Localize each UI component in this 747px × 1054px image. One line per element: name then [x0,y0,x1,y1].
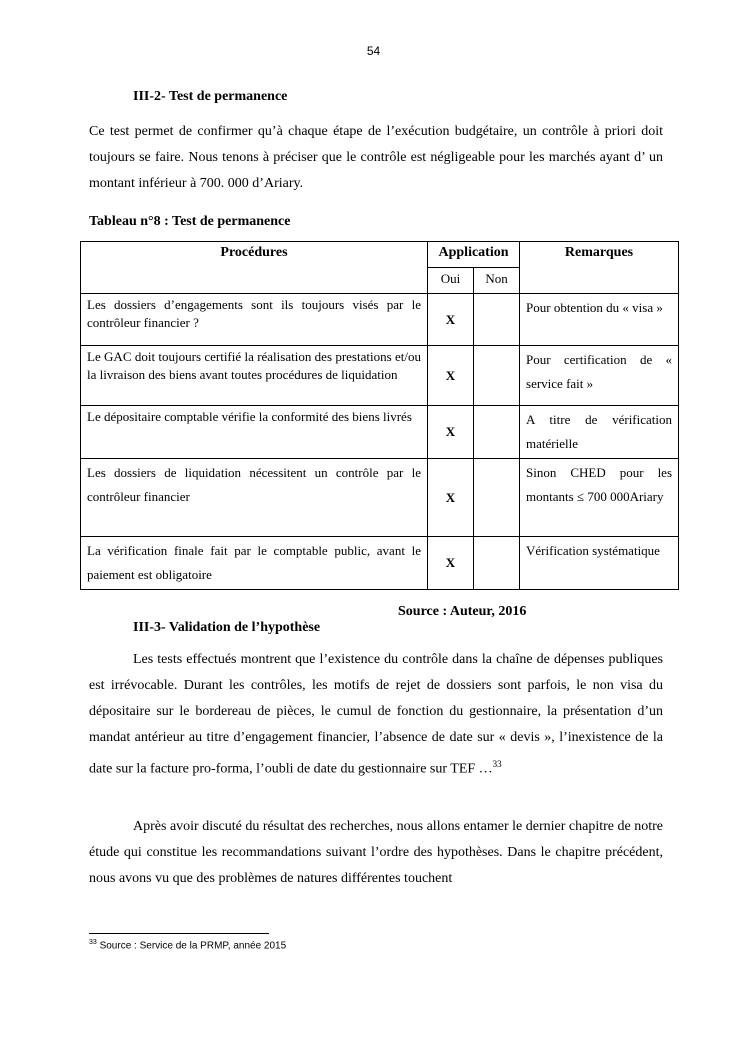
header-application: Application [428,242,520,268]
header-oui: Oui [428,268,474,294]
table-row [81,537,679,590]
non-cell [474,346,520,406]
non-cell [474,537,520,590]
header-remarques: Remarques [520,242,679,294]
procedure-cell: Les dossiers de liquidation nécessitent un contrôle par le contrôleur financier [81,459,428,537]
footnote-ref[interactable]: 33 [492,759,502,769]
non-cell [474,459,520,537]
table-source: Source : Auteur, 2016 [398,604,527,619]
table-row [81,294,679,346]
oui-cell: X [428,294,474,346]
oui-cell: X [428,537,474,590]
header-non: Non [474,268,520,294]
table-caption: Tableau n°8 : Test de permanence [89,214,291,229]
paragraph-validation-1 [89,647,663,783]
non-cell [474,406,520,459]
procedure-cell: Le dépositaire comptable vérifie la conformité des biens livrés [81,406,428,459]
footnote-text: Source : Service de la PRMP, année 2015 [99,940,287,952]
procedure-cell: Le GAC doit toujours certifié la réalisation des prestations et/ou la livraison des biens avant toutes procédures de liquidation [81,346,428,406]
page-number: 54 [366,44,381,58]
footnote-divider [89,933,269,934]
table-row [81,346,679,406]
paragraph-validation-2: Après avoir discuté du résultat des recherches, nous allons entamer le dernier chapitre de notre étude qui constitue les recommandations suivant l’ordre des hypothèses. Dans le chapitre précédent, nous avons vu que des problèmes de natures différentes touchent [89,819,663,886]
remarque-cell: Pour obtention du « visa » [520,294,679,346]
paragraph-validation-1-text: Les tests effectués montrent que l’existence du contrôle dans la chaîne de dépenses publiques est irrévocable. Durant les contrôles, les motifs de rejet de dossiers sont parfois, le non visa du dépositaire sur le bordereau de pièces, le cumul de fonction du gestionnaire, la présentation d’un mandat antérieur au titre d’engagement financier, l’absence de date sur « devis », l’inexistence de la date sur la facture pro-forma, l’oubli de date du gestionnaire sur TEF … [89,652,663,777]
procedure-cell: La vérification finale fait par le comptable public, avant le paiement est obligatoire [81,537,428,590]
oui-cell: X [428,459,474,537]
oui-cell: X [428,346,474,406]
remarque-cell: Vérification systématique [520,537,679,590]
table-row [81,406,679,459]
paragraph-permanence: Ce test permet de confirmer qu’à chaque étape de l’exécution budgétaire, un contrôle à priori doit toujours se faire. Nous tenons à préciser que le contrôle est négligeable pour les marchés ayant d’ un montant inférieur à 700. 000 d’Ariary. [89,124,663,191]
heading-permanence: III-2- Test de permanence [133,89,288,104]
non-cell [474,294,520,346]
procedure-cell: Les dossiers d’engagements sont ils toujours visés par le contrôleur financier ? [81,294,428,346]
remarque-cell: Pour certification de « service fait » [520,346,679,406]
header-procedures: Procédures [81,242,428,294]
footnote-number: 33 [89,939,97,946]
permanence-table [80,241,679,590]
oui-cell: X [428,406,474,459]
heading-validation: III-3- Validation de l’hypothèse [133,620,321,635]
remarque-cell: Sinon CHED pour les montants ≤ 700 000Ariary [520,459,679,537]
table-row [81,459,679,537]
remarque-cell: A titre de vérification matérielle [520,406,679,459]
footnote [89,939,286,951]
